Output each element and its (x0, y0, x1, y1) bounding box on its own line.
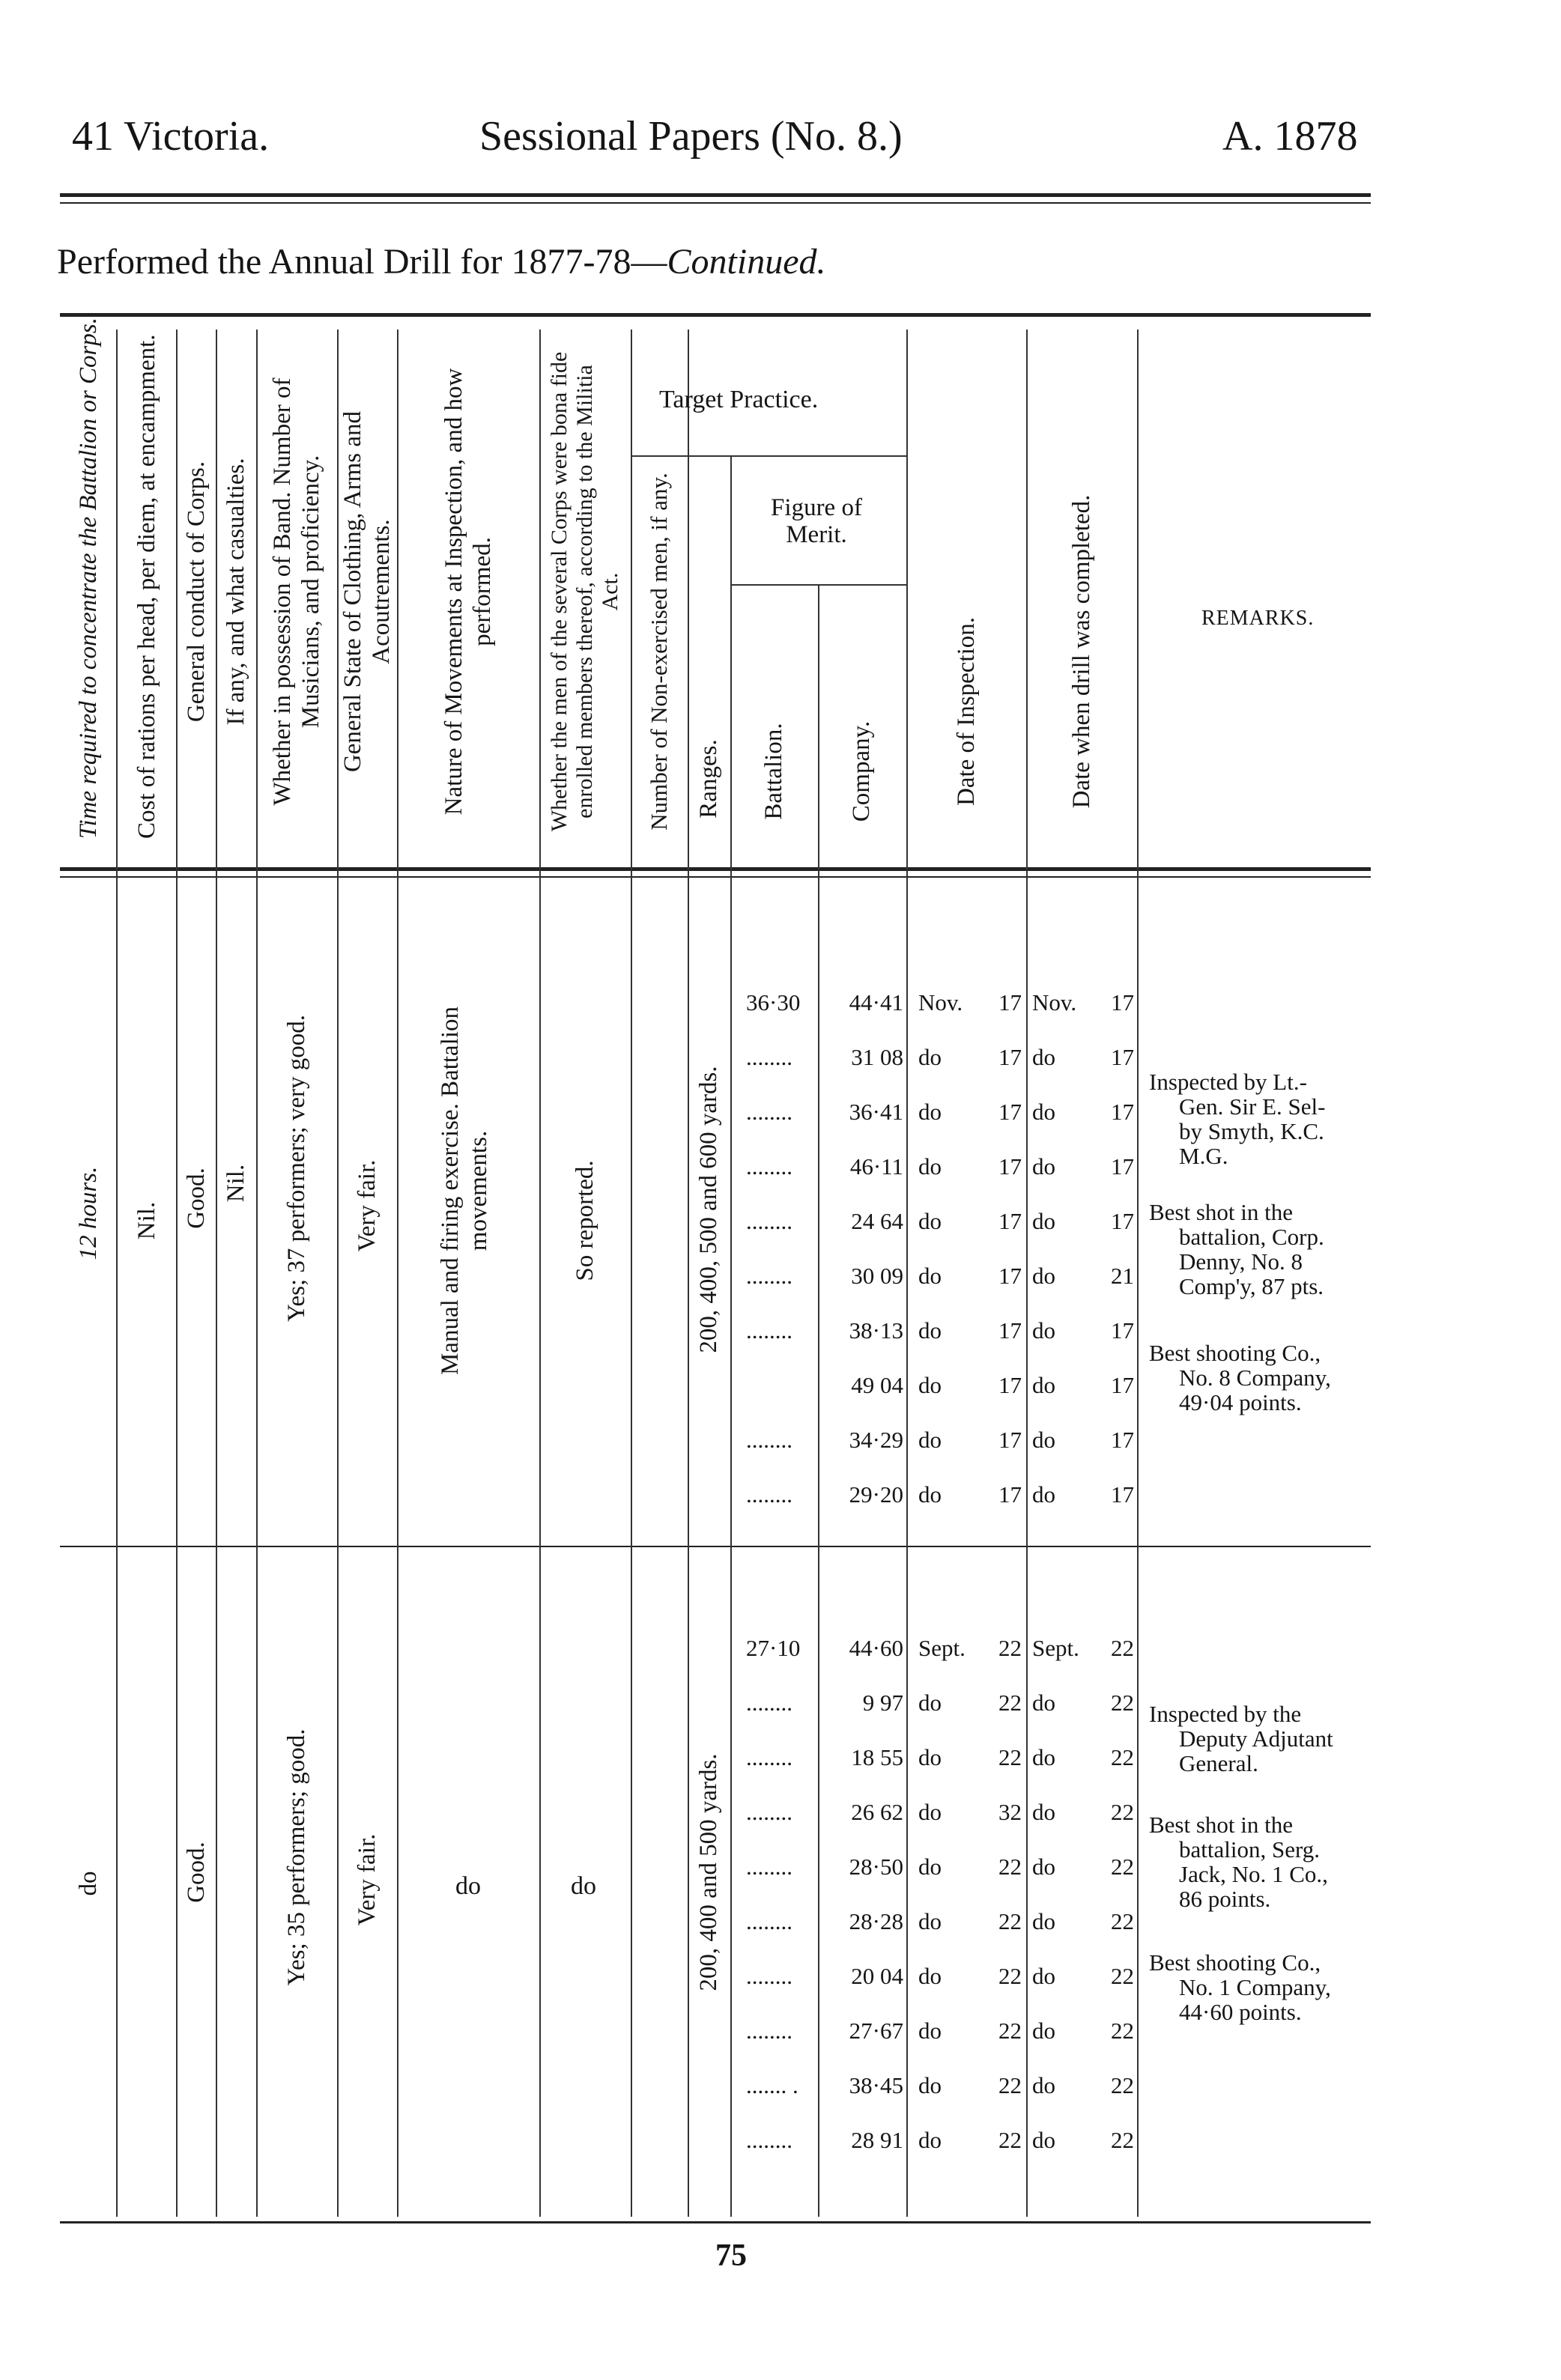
g1-movements: Manual and firing exercise. Battalion movements. (437, 1006, 492, 1376)
g2-row-3-insp-day: 22 (998, 1744, 1022, 1770)
g1-row-1-insp-day: 17 (998, 989, 1022, 1016)
g1-row-7-battalion: ........ (746, 1317, 792, 1344)
col-header-nonexercised: Number of Non-exercised men, if any. (646, 473, 672, 831)
g1-row-7-insp: do (918, 1317, 942, 1344)
g1-row-9-company: 34·29 (849, 1427, 903, 1453)
g2-row-10-done-day: 22 (1111, 2127, 1134, 2153)
g2-row-5-done-day: 22 (1111, 1854, 1134, 1880)
g2-row-10-company: 28 91 (851, 2127, 903, 2153)
g1-row-4-battalion: ........ (746, 1153, 792, 1180)
g1-row-5-company: 24 64 (851, 1208, 903, 1234)
g1-row-1-battalion: 36·30 (746, 989, 801, 1016)
g1-row-10-done-day: 17 (1111, 1481, 1134, 1508)
g1-row-6-done-day: 21 (1111, 1263, 1134, 1289)
g2-row-9-battalion: ....... . (746, 2072, 798, 2098)
g1-row-1-done-day: 17 (1111, 989, 1134, 1016)
g2-row-6-insp-day: 22 (998, 1908, 1022, 1934)
g2-row-1-insp-day: 22 (998, 1635, 1022, 1661)
table-bottom-rule (60, 2221, 1371, 2223)
g2-row-6-insp: do (918, 1908, 942, 1934)
g1-remark-best-shot: Best shot in the battalion, Corp. Denny, No. 8 Comp'y, 87 pts. (1149, 1199, 1324, 1299)
g1-row-6-insp-day: 17 (998, 1263, 1022, 1289)
g2-row-5-done: do (1032, 1854, 1055, 1880)
g1-row-2-done: do (1032, 1044, 1055, 1070)
col-header-figure-of-merit: Figure of Merit. (771, 494, 862, 548)
g2-row-10-insp-day: 22 (998, 2127, 1022, 2153)
figure-of-merit-rule (730, 584, 906, 586)
g2-row-3-battalion: ........ (746, 1744, 792, 1770)
g2-conduct: Good. (183, 1842, 210, 1903)
g1-row-6-insp: do (918, 1263, 942, 1289)
g2-row-1-done: Sept. (1032, 1635, 1079, 1661)
g2-row-7-company: 20 04 (851, 1963, 903, 1989)
g1-row-10-company: 29·20 (849, 1481, 903, 1508)
g2-row-2-insp: do (918, 1690, 942, 1716)
col-header-battalion: Battalion. (760, 723, 787, 820)
g2-row-8-battalion: ........ (746, 2018, 792, 2044)
g1-row-8-insp: do (918, 1372, 942, 1398)
col-header-ranges: Ranges. (695, 739, 722, 819)
col-header-movements: Nature of Movements at Inspection, and how performed. (440, 368, 496, 816)
g2-row-9-done-day: 22 (1111, 2072, 1134, 2098)
g1-row-2-insp: do (918, 1044, 942, 1070)
g1-row-2-battalion: ........ (746, 1044, 792, 1070)
g1-row-2-insp-day: 17 (998, 1044, 1022, 1070)
g2-row-8-insp-day: 22 (998, 2018, 1022, 2044)
g1-band: Yes; 37 performers; very good. (283, 1014, 310, 1323)
g1-enrolled: So reported. (572, 1160, 598, 1281)
g2-remark-inspected: Inspected by the Deputy Adjutant General. (1149, 1701, 1333, 1776)
g2-row-9-company: 38·45 (849, 2072, 903, 2098)
col-header-company: Company. (848, 720, 875, 822)
g2-row-3-done: do (1032, 1744, 1055, 1770)
g2-row-8-done-day: 22 (1111, 2018, 1134, 2044)
g2-row-3-done-day: 22 (1111, 1744, 1134, 1770)
g1-row-9-battalion: ........ (746, 1427, 792, 1453)
g2-remark-best-shot: Best shot in the battalion, Serg. Jack, No. 1 Co., 86 points. (1149, 1812, 1328, 1912)
g2-row-2-insp-day: 22 (998, 1690, 1022, 1716)
g1-row-3-insp-day: 17 (998, 1099, 1022, 1125)
g1-row-8-company: 49 04 (851, 1372, 903, 1398)
g2-row-8-company: 27·67 (849, 2018, 903, 2044)
g1-row-6-done: do (1032, 1263, 1055, 1289)
g1-row-10-battalion: ........ (746, 1481, 792, 1508)
g2-enrolled: do (571, 1872, 596, 1900)
header-center: Sessional Papers (No. 8.) (479, 113, 903, 160)
header-left: 41 Victoria. (72, 113, 270, 160)
header-rule-thick (60, 193, 1371, 197)
g2-row-4-insp-day: 32 (998, 1799, 1022, 1825)
g2-row-10-battalion: ........ (746, 2127, 792, 2153)
g2-row-8-done: do (1032, 2018, 1055, 2044)
col-header-time: Time required to concentrate the Battalion or Corps. (75, 318, 102, 839)
g2-row-6-done-day: 22 (1111, 1908, 1134, 1934)
g2-row-4-done: do (1032, 1799, 1055, 1825)
g1-row-3-done-day: 17 (1111, 1099, 1134, 1125)
g2-row-5-insp-day: 22 (998, 1854, 1022, 1880)
g1-row-7-company: 38·13 (849, 1317, 903, 1344)
col-header-clothing: General State of Clothing, Arms and Acoutrements. (339, 410, 395, 773)
col-header-target-practice: Target Practice. (659, 386, 819, 413)
page-number: 75 (715, 2238, 747, 2273)
g2-row-7-done: do (1032, 1963, 1055, 1989)
g2-clothing: Very fair. (354, 1833, 381, 1926)
g1-row-5-insp-day: 17 (998, 1208, 1022, 1234)
g1-row-7-done-day: 17 (1111, 1317, 1134, 1344)
g2-ranges: 200, 400 and 500 yards. (695, 1753, 722, 1991)
g1-row-9-done: do (1032, 1427, 1055, 1453)
g2-row-6-company: 28·28 (849, 1908, 903, 1934)
target-practice-rule (631, 455, 906, 457)
g1-row-7-insp-day: 17 (998, 1317, 1022, 1344)
g1-row-4-company: 46·11 (849, 1153, 903, 1180)
g1-row-8-done: do (1032, 1372, 1055, 1398)
g2-remark-best-company: Best shooting Co., No. 1 Company, 44·60 points. (1149, 1949, 1331, 2025)
g2-time: do (75, 1871, 102, 1896)
g1-row-4-insp: do (918, 1153, 942, 1180)
col-header-band: Whether in possession of Band. Number of Musicians, and proficiency. (269, 377, 324, 806)
col-header-date-completed: Date when drill was completed. (1068, 494, 1095, 809)
g1-row-10-insp-day: 17 (998, 1481, 1022, 1508)
g1-row-3-insp: do (918, 1099, 942, 1125)
g1-remark-inspected: Inspected by Lt.- Gen. Sir E. Sel- by Smyth, K.C. M.G. (1149, 1069, 1326, 1169)
g1-row-2-done-day: 17 (1111, 1044, 1134, 1070)
g1-row-5-insp: do (918, 1208, 942, 1234)
g1-casualties: Nil. (222, 1164, 249, 1203)
g1-row-8-insp-day: 17 (998, 1372, 1022, 1398)
g2-row-8-insp: do (918, 2018, 942, 2044)
g2-row-7-done-day: 22 (1111, 1963, 1134, 1989)
g1-ranges: 200, 400, 500 and 600 yards. (695, 1066, 722, 1353)
g1-conduct: Good. (183, 1168, 210, 1229)
g1-row-9-done-day: 17 (1111, 1427, 1134, 1453)
col-header-cost: Cost of rations per head, per diem, at encampment. (133, 334, 160, 839)
g2-band: Yes; 35 performers; good. (283, 1728, 310, 1986)
g2-row-3-insp: do (918, 1744, 942, 1770)
g2-row-3-company: 18 55 (851, 1744, 903, 1770)
g2-row-9-insp: do (918, 2072, 942, 2098)
g1-cost: Nil. (133, 1201, 160, 1240)
g2-row-7-battalion: ........ (746, 1963, 792, 1989)
col-header-remarks: REMARKS. (1201, 607, 1315, 630)
caption-main: Performed the Annual Drill for 1877-78— (57, 242, 667, 282)
g2-row-1-company: 44·60 (849, 1635, 903, 1661)
g1-row-7-done: do (1032, 1317, 1055, 1344)
g2-row-4-insp: do (918, 1799, 942, 1825)
col-header-enrolled: Whether the men of the several Corps were bona fide enrolled members thereof, according to the Militia Act. (547, 351, 622, 832)
g1-row-10-insp: do (918, 1481, 942, 1508)
g1-row-3-company: 36·41 (849, 1099, 903, 1125)
g2-row-2-battalion: ........ (746, 1690, 792, 1716)
header-rule-thin (60, 202, 1371, 204)
g2-row-4-battalion: ........ (746, 1799, 792, 1825)
g1-row-1-company: 44·41 (849, 989, 903, 1016)
col-header-casualties: If any, and what casualties. (222, 458, 249, 726)
g1-time: 12 hours. (75, 1166, 102, 1260)
g2-row-4-company: 26 62 (851, 1799, 903, 1825)
g1-row-1-insp: Nov. (918, 989, 963, 1016)
g2-row-6-battalion: ........ (746, 1908, 792, 1934)
g1-row-5-done-day: 17 (1111, 1208, 1134, 1234)
g2-row-7-insp-day: 22 (998, 1963, 1022, 1989)
g1-row-6-battalion: ........ (746, 1263, 792, 1289)
g2-row-5-battalion: ........ (746, 1854, 792, 1880)
g2-row-1-done-day: 22 (1111, 1635, 1134, 1661)
g2-row-6-done: do (1032, 1908, 1055, 1934)
header-right: A. 1878 (1222, 113, 1358, 160)
g1-row-8-done-day: 17 (1111, 1372, 1134, 1398)
g1-row-3-battalion: ........ (746, 1099, 792, 1125)
g1-row-9-insp: do (918, 1427, 942, 1453)
g2-row-2-done: do (1032, 1690, 1055, 1716)
g1-row-10-done: do (1032, 1481, 1055, 1508)
g2-row-5-company: 28·50 (849, 1854, 903, 1880)
g2-row-1-insp: Sept. (918, 1635, 966, 1661)
table-top-rule (60, 313, 1371, 317)
g2-movements: do (455, 1872, 481, 1900)
g1-row-1-done: Nov. (1032, 989, 1077, 1016)
g2-row-4-done-day: 22 (1111, 1799, 1134, 1825)
col-header-date-inspection: Date of Inspection. (953, 617, 980, 806)
g2-row-1-battalion: 27·10 (746, 1635, 801, 1661)
g2-row-10-insp: do (918, 2127, 942, 2153)
g2-row-9-insp-day: 22 (998, 2072, 1022, 2098)
g1-remark-best-company: Best shooting Co., No. 8 Company, 49·04 points. (1149, 1340, 1331, 1415)
g1-row-2-company: 31 08 (851, 1044, 903, 1070)
g2-row-9-done: do (1032, 2072, 1055, 2098)
g2-row-2-company: 9 97 (862, 1690, 903, 1716)
g2-row-5-insp: do (918, 1854, 942, 1880)
g2-row-2-done-day: 22 (1111, 1690, 1134, 1716)
caption-italic: Continued. (667, 242, 826, 282)
table-caption (57, 241, 826, 282)
g1-row-4-insp-day: 17 (998, 1153, 1022, 1180)
g1-row-5-done: do (1032, 1208, 1055, 1234)
g1-row-6-company: 30 09 (851, 1263, 903, 1289)
g1-row-3-done: do (1032, 1099, 1055, 1125)
g1-row-4-done: do (1032, 1153, 1055, 1180)
g2-row-7-insp: do (918, 1963, 942, 1989)
g1-row-4-done-day: 17 (1111, 1153, 1134, 1180)
g2-row-10-done: do (1032, 2127, 1055, 2153)
col-header-conduct: General conduct of Corps. (183, 461, 210, 723)
g1-row-9-insp-day: 17 (998, 1427, 1022, 1453)
g1-clothing: Very fair. (354, 1159, 381, 1252)
g1-row-5-battalion: ........ (746, 1208, 792, 1234)
